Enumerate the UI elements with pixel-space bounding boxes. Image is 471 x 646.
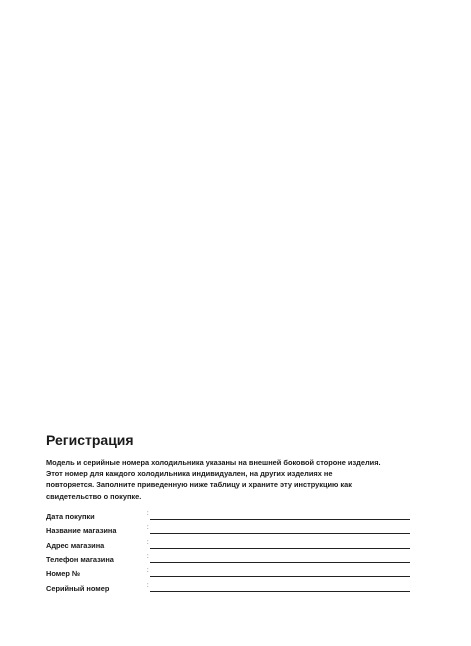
field-purchase-date [46,510,436,524]
field-label: Номер № [46,569,81,579]
intro-line: Модель и серийные номера холодильника указаны на внешней боковой стороне изделия. [46,458,381,467]
fill-in-line[interactable] [150,576,410,577]
field-label: Дата покупки [46,511,95,521]
intro-line: Этот номер для каждого холодильника индивидуален, на других изделиях не [46,469,333,479]
registration-form [46,510,436,596]
fill-in-line[interactable] [150,533,410,534]
registration-section [46,432,436,596]
field-store-phone [46,553,436,567]
registration-title: Регистрация [46,432,134,448]
field-separator: : [147,553,149,560]
fill-in-line[interactable] [150,562,410,563]
intro-line: свидетельство о покупке. [46,491,142,501]
field-label: Серийный номер [46,583,110,593]
field-label: Адрес магазина [46,540,105,550]
field-label: Телефон магазина [46,554,114,564]
field-separator: : [147,582,149,589]
field-store-address [46,539,436,553]
fill-in-line[interactable] [150,519,410,520]
field-separator: : [147,539,149,546]
fill-in-line[interactable] [150,591,410,592]
field-store-name [46,524,436,538]
field-separator: : [147,568,149,575]
field-separator: : [147,525,149,532]
fill-in-line[interactable] [150,548,410,549]
intro-line: повторяется. Заполните приведенную ниже таблицу и храните эту инструкцию как [46,480,352,490]
field-separator: : [147,510,149,517]
registration-intro [46,457,436,502]
field-label: Название магазина [46,526,117,536]
field-number [46,567,436,581]
field-serial-number [46,582,436,596]
